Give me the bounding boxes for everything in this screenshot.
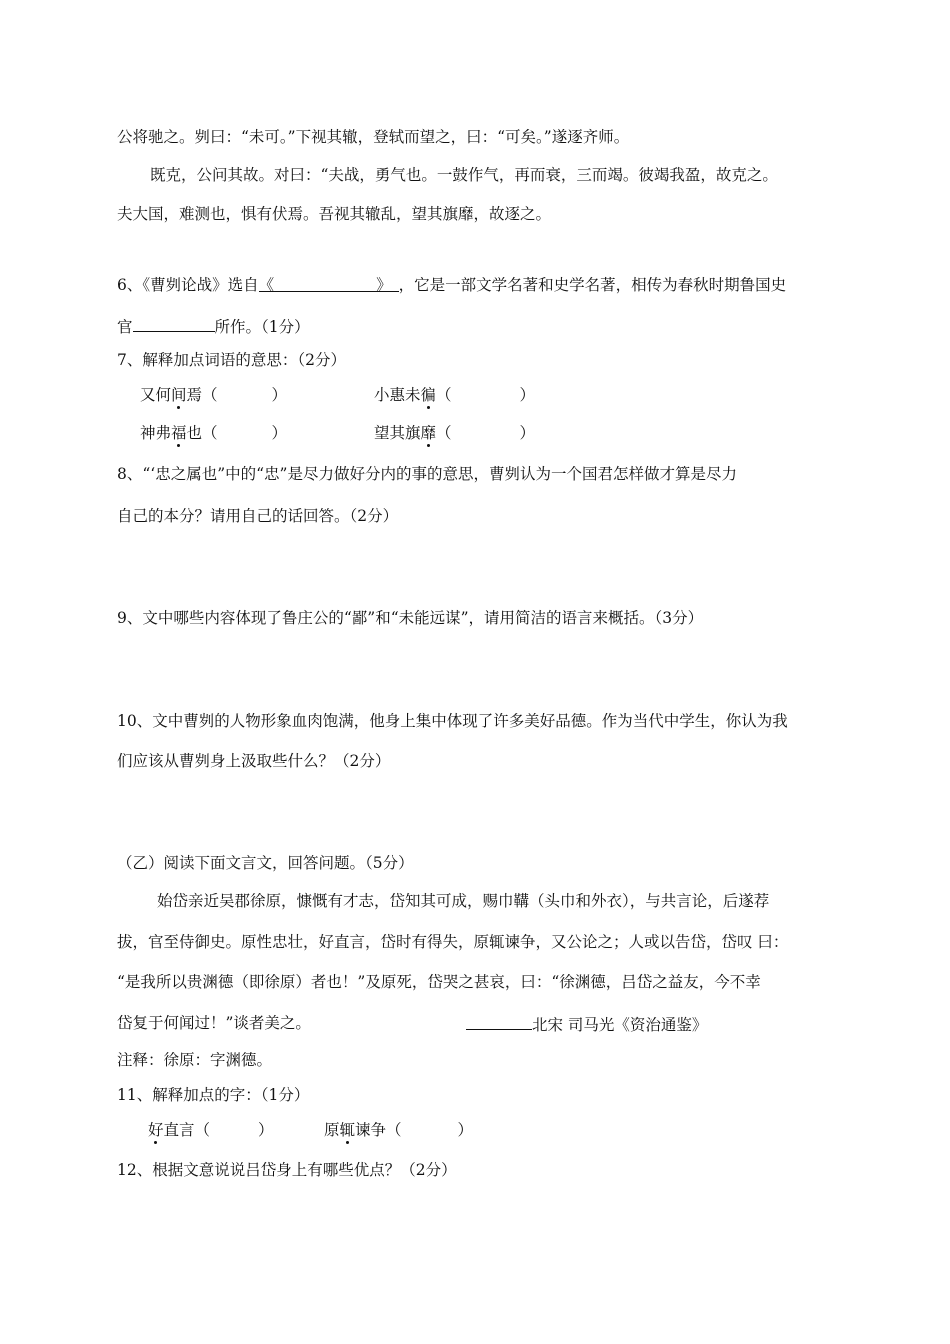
q6-text-f: 所作。（1分） xyxy=(214,318,310,336)
question-8-line-2: 自己的本分？请用自己的话回答。（2分） xyxy=(117,507,399,525)
q6-text-d: ，它是一部文学名著和史学名著，相传为春秋时期鲁国史 xyxy=(398,276,787,294)
question-6-line-2 xyxy=(117,314,310,338)
q11-item-1: 好直言（ ） xyxy=(148,1121,274,1139)
question-9: 9、文中哪些内容体现了鲁庄公的“鄙”和“未能远谋”，请用简洁的语言来概括。（3分） xyxy=(117,609,704,627)
q6-author-blank[interactable] xyxy=(133,314,215,332)
q7-item-3: 神弗福也（ ） xyxy=(140,424,288,442)
question-10-line-2: 们应该从曹刿身上汲取些什么？（2分） xyxy=(117,752,391,770)
question-7-title: 7、解释加点词语的意思：（2分） xyxy=(117,351,346,369)
source-blank[interactable] xyxy=(466,1012,532,1030)
question-12: 12、根据文意说说吕岱身上有哪些优点？（2分） xyxy=(117,1161,457,1179)
question-8-line-1: 8、“‘忠之属也”中的“忠”是尽力做好分内的事的意思，曹刿认为一个国君怎样做才算是尽力 xyxy=(117,465,737,483)
passage-b-note: 注释：徐原：字渊德。 xyxy=(117,1051,273,1069)
question-10-line-1: 10、文中曹刿的人物形象血肉饱满，他身上集中体现了许多美好品德。作为当代中学生，你认为我 xyxy=(117,712,788,730)
q7-item-1: 又何间焉（ ） xyxy=(140,386,288,404)
q6-bracket-close: 》 xyxy=(376,276,392,294)
q6-bracket-open: 《 xyxy=(258,276,275,294)
source-text: 北宋 司马光《资治通鉴》 xyxy=(532,1016,708,1034)
passage-b-line-1: 始岱亲近吴郡徐原，慷慨有才志，岱知其可成，赐巾鞲（头巾和外衣），与共言论，后遂荐 xyxy=(157,892,770,910)
q6-text-e: 官 xyxy=(117,318,133,336)
question-11-title: 11、解释加点的字：（1分） xyxy=(117,1086,310,1104)
passage-b-line-3: “是我所以贵渊德（即徐原）者也！”及原死，岱哭之甚哀，曰：“徐渊德，吕岱之益友，今不幸 xyxy=(117,973,761,991)
q7-item-2: 小惠未徧（ ） xyxy=(374,386,536,404)
passage-b-source xyxy=(466,1012,707,1036)
question-6-line-1 xyxy=(117,274,786,296)
q6-book-blank[interactable] xyxy=(259,274,399,292)
passage-b-line-4-text: 岱复于何闻过！”谈者美之。 xyxy=(117,1014,311,1032)
passage-b-line-4 xyxy=(117,1012,311,1034)
q7-item-4: 望其旗靡（ ） xyxy=(374,424,536,442)
passage-a-line-2: 既克，公问其故。对曰：“夫战，勇气也。一鼓作气，再而衰，三而竭。彼竭我盈，故克之。 xyxy=(150,166,778,184)
q11-item-2: 原辄谏争（ ） xyxy=(324,1121,474,1139)
passage-a-line-1: 公将驰之。刿曰：“未可。”下视其辙，登轼而望之，曰：“可矣。”遂逐齐师。 xyxy=(117,128,630,146)
passage-b-heading: （乙）阅读下面文言文，回答问题。（5分） xyxy=(117,854,414,872)
passage-b-line-2: 拔，官至侍御史。原性忠壮，好直言，岱时有得失，原辄谏争，又公论之；人或以告岱，岱叹 曰： xyxy=(117,933,789,951)
q6-text-a: 6、《曹刿论战》选自 xyxy=(117,276,259,294)
passage-a-line-3: 夫大国，难测也，惧有伏焉。吾视其辙乱，望其旗靡，故逐之。 xyxy=(117,205,552,223)
